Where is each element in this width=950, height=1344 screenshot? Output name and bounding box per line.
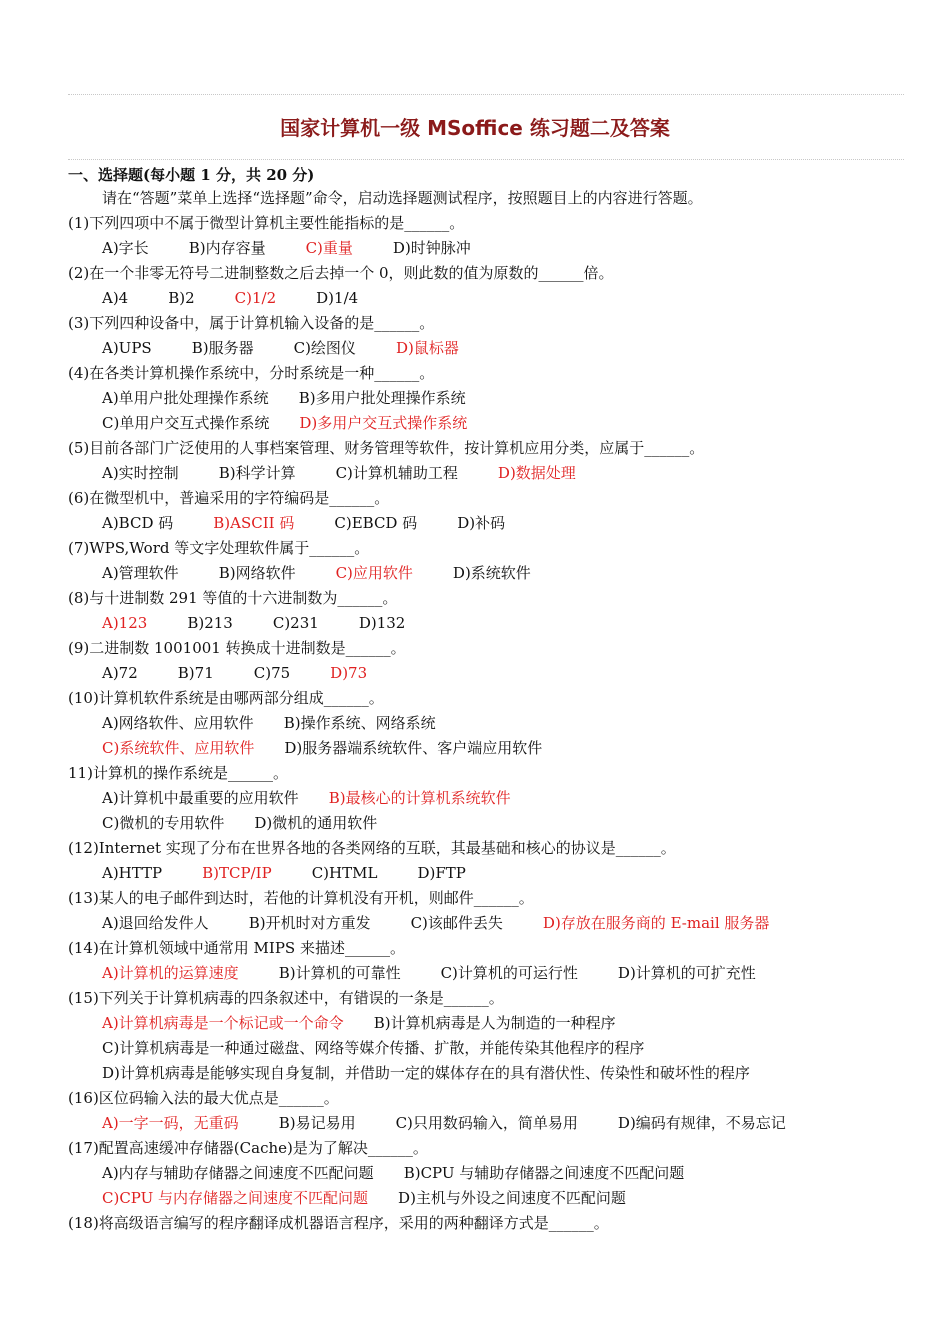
answer-option: D)FTP <box>417 864 466 882</box>
option-row <box>68 1061 928 1086</box>
correct-answer-option: D)多用户交互式操作系统 <box>299 414 468 432</box>
answer-option: D)微机的通用软件 <box>254 814 378 832</box>
correct-answer-option: C)1/2 <box>234 289 277 307</box>
answer-option: D)1/4 <box>316 289 359 307</box>
answer-option: A)HTTP <box>102 864 163 882</box>
correct-answer-option: B)TCP/IP <box>202 864 272 882</box>
option-row <box>68 961 928 986</box>
answer-option: C)计算机辅助工程 <box>335 464 458 482</box>
question-text: (9)二进制数 1001001 转换成十进制数是______。 <box>68 639 406 657</box>
answer-option: A)实时控制 <box>102 464 179 482</box>
answer-option: A)BCD 码 <box>102 514 174 532</box>
answer-option: D)编码有规律，不易忘记 <box>617 1114 786 1132</box>
answer-option: B)开机时对方重发 <box>248 914 371 932</box>
option-row <box>68 411 928 436</box>
answer-option: B)网络软件 <box>218 564 296 582</box>
answer-option: C)绘图仪 <box>293 339 356 357</box>
question-text: (2)在一个非零无符号二进制整数之后去掉一个 0，则此数的值为原数的______倍。 <box>68 264 614 282</box>
option-row <box>68 511 928 536</box>
correct-answer-option: A)一字一码，无重码 <box>102 1114 239 1132</box>
answer-option: D)计算机的可扩充性 <box>617 964 756 982</box>
question-text: 11)计算机的操作系统是______。 <box>68 764 288 782</box>
option-row <box>68 711 928 736</box>
option-row <box>68 236 928 261</box>
correct-answer-option: D)73 <box>330 664 368 682</box>
correct-answer-option: B)ASCII 码 <box>213 514 295 532</box>
option-row <box>68 336 928 361</box>
correct-answer-option: C)系统软件、应用软件 <box>102 739 255 757</box>
option-row <box>68 611 928 636</box>
answer-option: C)计算机的可运行性 <box>440 964 578 982</box>
question-text: (16)区位码输入法的最大优点是______。 <box>68 1089 339 1107</box>
correct-answer-option: D)鼠标器 <box>395 339 459 357</box>
answer-option: A)字长 <box>102 239 149 257</box>
answer-option: B)71 <box>177 664 214 682</box>
answer-option: B)多用户批处理操作系统 <box>298 389 466 407</box>
correct-answer-option: D)存放在服务商的 E-mail 服务器 <box>542 914 770 932</box>
option-row <box>68 786 928 811</box>
answer-option: B)2 <box>168 289 195 307</box>
answer-option: C)单用户交互式操作系统 <box>102 414 270 432</box>
question-text: (17)配置高速缓冲存储器(Cache)是为了解决______。 <box>68 1139 428 1157</box>
answer-option: A)UPS <box>102 339 152 357</box>
answer-option: A)4 <box>102 289 129 307</box>
option-row <box>68 386 928 411</box>
correct-answer-option: D)数据处理 <box>497 464 576 482</box>
answer-option: C)231 <box>272 614 319 632</box>
answer-option: D)132 <box>358 614 406 632</box>
answer-option: B)操作系统、网络系统 <box>283 714 436 732</box>
answer-option: A)退回给发件人 <box>102 914 209 932</box>
question-text: (18)将高级语言编写的程序翻译成机器语言程序，采用的两种翻译方式是______。 <box>68 1214 609 1232</box>
correct-answer-option: B)最核心的计算机系统软件 <box>328 789 511 807</box>
answer-option: A)内存与辅助存储器之间速度不匹配问题 <box>102 1164 374 1182</box>
answer-option: B)计算机的可靠性 <box>278 964 401 982</box>
top-divider <box>68 94 904 95</box>
answer-option: D)时钟脉冲 <box>392 239 471 257</box>
answer-option: C)该邮件丢失 <box>410 914 503 932</box>
correct-answer-option: A)123 <box>102 614 148 632</box>
option-row <box>68 1011 928 1036</box>
correct-answer-option: C)重量 <box>305 239 353 257</box>
answer-option: C)HTML <box>311 864 378 882</box>
section-heading: 一、选择题(每小题 1 分，共 20 分) <box>68 166 315 184</box>
answer-option: A)管理软件 <box>102 564 179 582</box>
question-list <box>68 186 928 1236</box>
answer-option: C)EBCD 码 <box>334 514 418 532</box>
page-title: 国家计算机一级 MSoffice 练习题二及答案 <box>280 116 670 140</box>
option-row <box>68 911 928 936</box>
answer-option: D)补码 <box>457 514 506 532</box>
correct-answer-option: A)计算机病毒是一个标记或一个命令 <box>102 1014 344 1032</box>
option-row <box>68 1111 928 1136</box>
option-row <box>68 1161 928 1186</box>
option-row <box>68 286 928 311</box>
answer-option: D)系统软件 <box>452 564 531 582</box>
answer-option: A)计算机中最重要的应用软件 <box>102 789 299 807</box>
question-text: (1)下列四项中不属于微型计算机主要性能指标的是______。 <box>68 214 465 232</box>
question-text: (6)在微型机中，普遍采用的字符编码是______。 <box>68 489 390 507</box>
answer-option: C)计算机病毒是一种通过磁盘、网络等媒介传播、扩散，并能传染其他程序的程序 <box>102 1039 645 1057</box>
answer-option: B)内存容量 <box>188 239 266 257</box>
answer-option: D)主机与外设之间速度不匹配问题 <box>398 1189 626 1207</box>
answer-option: B)213 <box>187 614 233 632</box>
question-text: (5)目前各部门广泛使用的人事档案管理、财务管理等软件，按计算机应用分类，应属于______。 <box>68 439 705 457</box>
correct-answer-option: A)计算机的运算速度 <box>102 964 239 982</box>
option-row <box>68 736 928 761</box>
answer-option: C)75 <box>253 664 291 682</box>
answer-option: B)CPU 与辅助存储器之间速度不匹配问题 <box>403 1164 685 1182</box>
option-row <box>68 811 928 836</box>
question-text: (12)Internet 实现了分布在世界各地的各类网络的互联，其最基础和核心的协议是______。 <box>68 839 676 857</box>
question-text: (13)某人的电子邮件到达时，若他的计算机没有开机，则邮件______。 <box>68 889 534 907</box>
answer-option: C)只用数码输入，简单易用 <box>395 1114 578 1132</box>
answer-option: A)网络软件、应用软件 <box>102 714 254 732</box>
question-text: (3)下列四种设备中，属于计算机输入设备的是______。 <box>68 314 435 332</box>
question-text: (10)计算机软件系统是由哪两部分组成______。 <box>68 689 384 707</box>
option-row <box>68 561 928 586</box>
question-text: (4)在各类计算机操作系统中，分时系统是一种______。 <box>68 364 435 382</box>
answer-option: A)72 <box>102 664 138 682</box>
answer-option: B)服务器 <box>191 339 254 357</box>
answer-option: D)服务器端系统软件、客户端应用软件 <box>284 739 543 757</box>
correct-answer-option: C)应用软件 <box>335 564 413 582</box>
option-row <box>68 661 928 686</box>
question-text: (7)WPS,Word 等文字处理软件属于______。 <box>68 539 370 557</box>
answer-option: C)微机的专用软件 <box>102 814 225 832</box>
title-divider <box>68 159 904 160</box>
answer-option: B)科学计算 <box>218 464 296 482</box>
option-row <box>68 861 928 886</box>
answer-option: B)计算机病毒是人为制造的一种程序 <box>373 1014 616 1032</box>
answer-option: B)易记易用 <box>278 1114 356 1132</box>
answer-option: D)计算机病毒是能够实现自身复制，并借助一定的媒体存在的具有潜伏性、传染性和破坏性的程序 <box>102 1064 750 1082</box>
answer-option: A)单用户批处理操作系统 <box>102 389 269 407</box>
option-row <box>68 1036 928 1061</box>
option-row <box>68 461 928 486</box>
question-text: (14)在计算机领域中通常用 MIPS 来描述______。 <box>68 939 405 957</box>
correct-answer-option: C)CPU 与内存储器之间速度不匹配问题 <box>102 1189 369 1207</box>
question-text: (8)与十进制数 291 等值的十六进制数为______。 <box>68 589 398 607</box>
option-row <box>68 1186 928 1211</box>
question-text: (15)下列关于计算机病毒的四条叙述中，有错误的一条是______。 <box>68 989 504 1007</box>
instructions: 请在“答题”菜单上选择“选择题”命令，启动选择题测试程序，按照题目上的内容进行答题。 <box>102 189 703 207</box>
